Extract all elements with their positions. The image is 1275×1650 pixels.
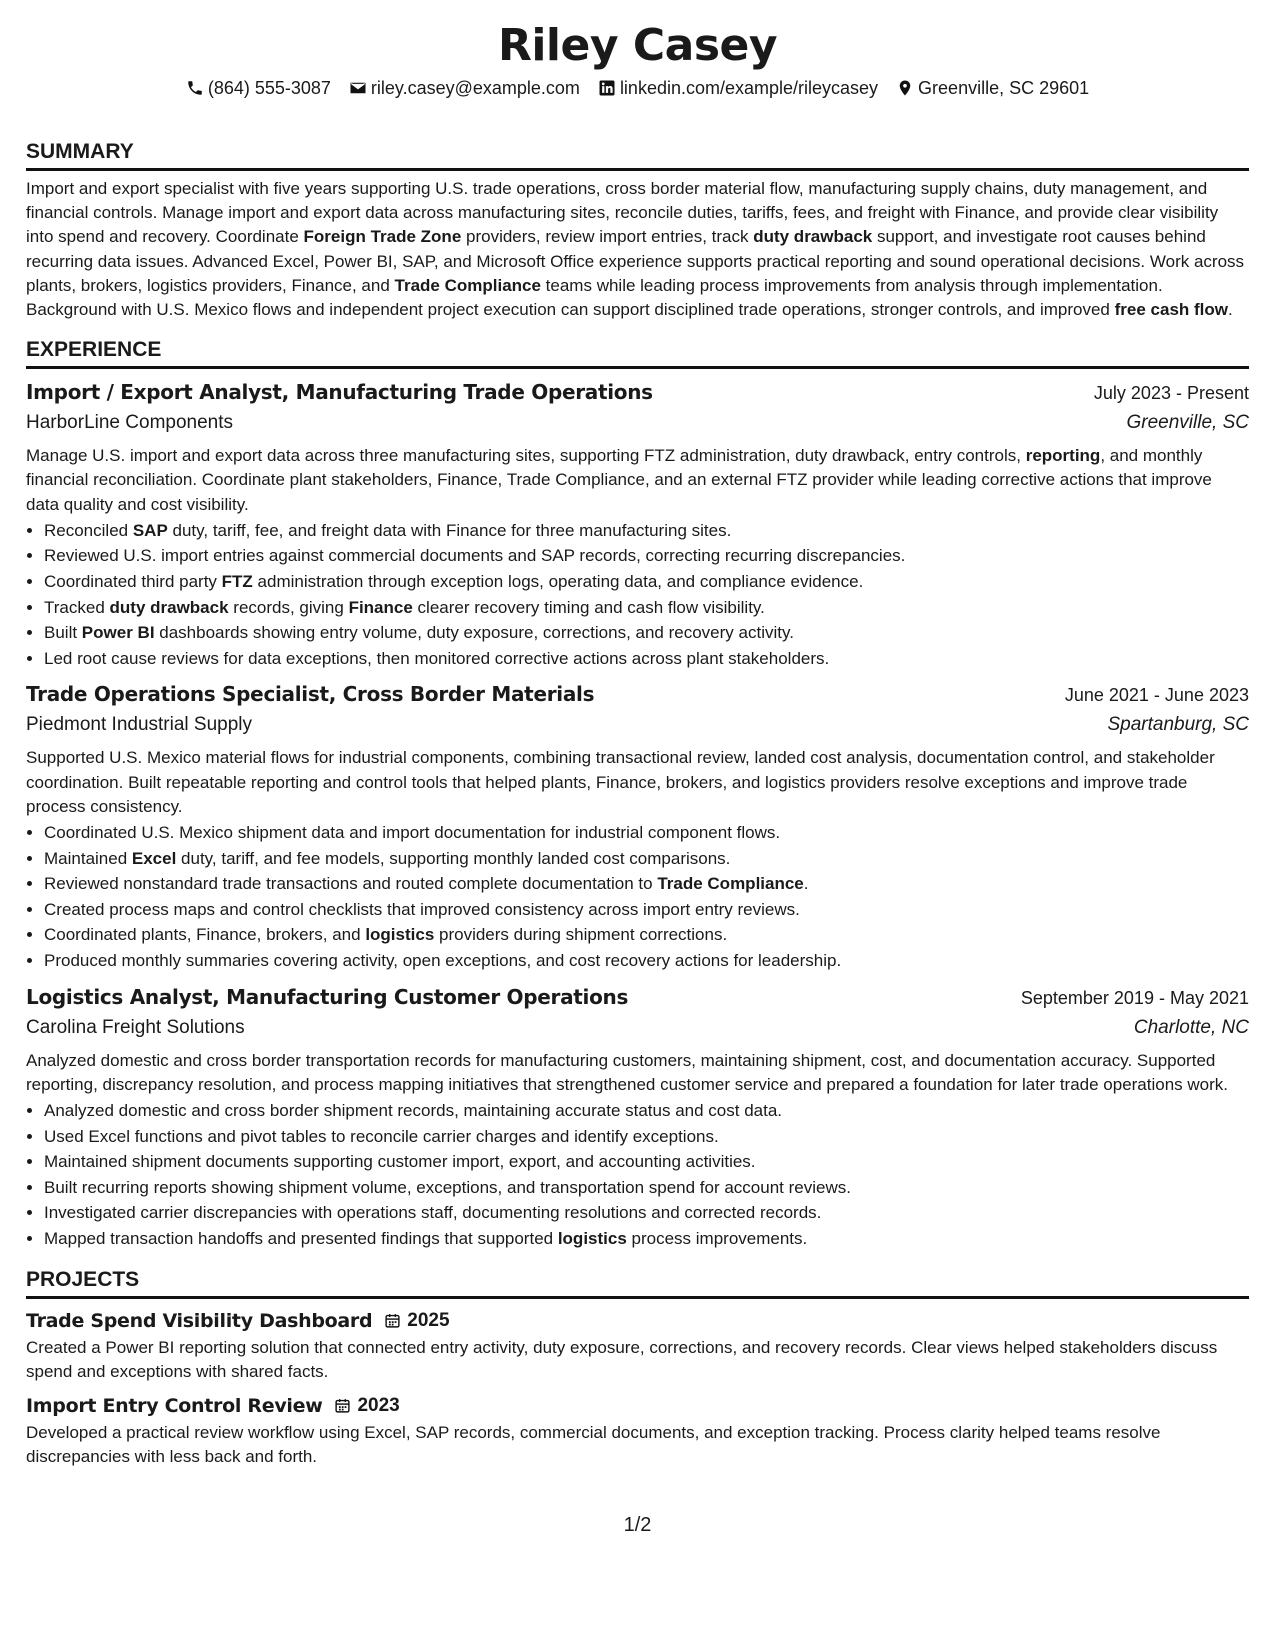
contact-email[interactable]	[349, 74, 580, 102]
project-year-text: 2025	[407, 1309, 450, 1331]
list-item: • Maintained shipment documents supporting customer import, export, and accounting activities.	[44, 1149, 1249, 1175]
summary-text: Import and export specialist with five years supporting U.S. trade operations, cross border material flow, manufacturing supply chains, duty management, and financial controls. Manage import and export data across manufacturing sites, reconcile duties, tariffs, fees, and freight with Finance, and provide clear visibility into spend and recovery. Coordinate Foreign Trade Zone providers, review import entries, track duty drawback support, and investigate root causes behind recurring data issues. Advanced Excel, Power BI, SAP, and Microsoft Office experience supports practical reporting and sound operational decisions. Work across plants, brokers, logistics providers, Finance, and Trade Compliance teams while leading process improvements from analysis through implementation. Background with U.S. Mexico flows and independent project execution can support disciplined trade operations, stronger controls, and improved free cash flow.	[26, 179, 1245, 320]
job-header	[26, 982, 1249, 1013]
calendar-icon	[384, 1312, 401, 1329]
bold-keyword: reporting	[1025, 446, 1101, 466]
project-year-text: 2023	[357, 1394, 400, 1416]
phone-icon	[186, 79, 204, 97]
bold-keyword: logistics	[557, 1228, 627, 1248]
candidate-name: Riley Casey	[497, 20, 778, 71]
job-company: HarborLine Components	[26, 412, 234, 434]
list-item: • Led root cause reviews for data exceptions, then monitored corrective actions across plant stakeholders.	[44, 646, 1249, 672]
bold-keyword: Foreign Trade Zone	[303, 227, 462, 247]
list-item: • Maintained Excel duty, tariff, and fee models, supporting monthly landed cost comparisons.	[44, 846, 1249, 872]
job-company: Piedmont Industrial Supply	[26, 714, 253, 736]
job-subheader	[26, 710, 1249, 740]
bold-keyword: Finance	[348, 597, 413, 617]
list-item: • Reconciled SAP duty, tariff, fee, and freight data with Finance for three manufacturing sites.	[44, 518, 1249, 544]
list-item: • Tracked duty drawback records, giving Finance clearer recovery timing and cash flow visibility.	[44, 595, 1249, 621]
contact-location	[896, 74, 1089, 102]
job-description: Analyzed domestic and cross border transportation records for manufacturing customers, maintaining shipment, cost, and documentation accuracy. Supported reporting, discrepancy resolution, and process mapping initiatives that strengthened customer service and prepared a foundation for later trade operations work.	[26, 1050, 1229, 1094]
job-location: Charlotte, NC	[1133, 1016, 1249, 1038]
list-item: • Reviewed nonstandard trade transactions and routed complete documentation to Trade Compliance.	[44, 871, 1249, 897]
section-title-experience: EXPERIENCE	[26, 336, 1249, 369]
bold-keyword: Trade Compliance	[657, 874, 804, 894]
experience-entry	[26, 982, 1249, 1252]
map-pin-icon	[896, 79, 914, 97]
contact-phone	[186, 74, 331, 102]
experience-entry	[26, 377, 1249, 671]
list-item: • Coordinated U.S. Mexico shipment data and import documentation for industrial component flows.	[44, 820, 1249, 846]
job-dates: June 2021 - June 2023	[1064, 685, 1249, 706]
project-header	[26, 1392, 1249, 1420]
job-bullets	[26, 1098, 1249, 1252]
projects-list	[26, 1307, 1249, 1469]
bold-keyword: SAP	[132, 520, 168, 540]
project-year	[334, 1392, 399, 1420]
job-title: Import / Export Analyst, Manufacturing Trade Operations	[26, 380, 653, 405]
resume-page	[26, 18, 1249, 1469]
list-item: • Investigated carrier discrepancies with operations staff, documenting resolutions and corrected records.	[44, 1200, 1249, 1226]
job-title: Trade Operations Specialist, Cross Border Materials	[26, 682, 595, 707]
project-title: Import Entry Control Review	[26, 1394, 323, 1417]
bold-keyword: duty drawback	[753, 227, 873, 247]
job-dates: September 2019 - May 2021	[1020, 987, 1249, 1008]
job-location: Greenville, SC	[1126, 412, 1249, 434]
linkedin-link[interactable]: linkedin.com/example/rileycasey	[619, 78, 879, 98]
contact-linkedin[interactable]	[598, 74, 878, 102]
linkedin-icon	[598, 79, 616, 97]
bold-keyword: FTZ	[221, 572, 253, 592]
list-item: • Reviewed U.S. import entries against commercial documents and SAP records, correcting recurring discrepancies.	[44, 543, 1249, 569]
project-entry	[26, 1392, 1249, 1469]
bold-keyword: Excel	[131, 848, 177, 868]
section-title-summary: SUMMARY	[26, 138, 1249, 171]
email-link[interactable]: riley.casey@example.com	[370, 78, 580, 98]
bold-keyword: duty drawback	[109, 597, 229, 617]
location-text: Greenville, SC 29601	[918, 78, 1090, 98]
job-bullets	[26, 820, 1249, 974]
project-title: Trade Spend Visibility Dashboard	[26, 1309, 373, 1332]
phone-text: (864) 555-3087	[207, 78, 331, 98]
list-item: • Analyzed domestic and cross border shipment records, maintaining accurate status and cost data.	[44, 1098, 1249, 1124]
bold-keyword: Power BI	[81, 623, 155, 643]
project-description: Developed a practical review workflow using Excel, SAP records, commercial documents, and exception tracking. Process clarity helped teams resolve discrepancies with less back and forth.	[26, 1422, 1161, 1466]
job-bullets	[26, 518, 1249, 672]
project-year	[384, 1307, 449, 1335]
contact-bar	[26, 74, 1249, 102]
list-item: • Produced monthly summaries covering activity, open exceptions, and cost recovery actions for leadership.	[44, 948, 1249, 974]
envelope-icon	[349, 79, 367, 97]
job-description: Manage U.S. import and export data across three manufacturing sites, supporting FTZ administration, duty drawback, entry controls, reporting, and monthly financial reconciliation. Coordinate plant stakeholders, Finance, Trade Compliance, and an external FTZ provider while leading corrective actions that improve data quality and cost visibility.	[26, 446, 1212, 514]
list-item: • Created process maps and control checklists that improved consistency across import entry reviews.	[44, 897, 1249, 923]
project-entry	[26, 1307, 1249, 1384]
job-description: Supported U.S. Mexico material flows for industrial components, combining transactional review, landed cost analysis, documentation control, and stakeholder coordination. Built repeatable reporting and control tools that helped plants, Finance, brokers, and logistics providers resolve exceptions and improve trade process consistency.	[26, 748, 1215, 816]
job-header	[26, 377, 1249, 408]
experience-entry	[26, 679, 1249, 973]
experience-list	[26, 377, 1249, 1251]
section-title-projects: PROJECTS	[26, 1266, 1249, 1299]
job-subheader	[26, 1013, 1249, 1043]
job-location: Spartanburg, SC	[1107, 714, 1249, 736]
project-header	[26, 1307, 1249, 1335]
job-header	[26, 679, 1249, 710]
list-item: • Coordinated third party FTZ administration through exception logs, operating data, and compliance evidence.	[44, 569, 1249, 595]
job-subheader	[26, 408, 1249, 438]
project-description: Created a Power BI reporting solution that connected entry activity, duty exposure, corrections, and recovery records. Clear views helped stakeholders discuss spend and exceptions with shared facts.	[26, 1337, 1218, 1381]
job-company: Carolina Freight Solutions	[26, 1016, 245, 1038]
page-number: 1/2	[623, 1514, 652, 1536]
list-item: • Built Power BI dashboards showing entry volume, duty exposure, corrections, and recovery activity.	[44, 620, 1249, 646]
bold-keyword: free cash flow	[1114, 300, 1228, 320]
job-dates: July 2023 - Present	[1093, 383, 1249, 404]
bold-keyword: logistics	[365, 925, 435, 945]
calendar-icon	[334, 1397, 351, 1414]
list-item: • Coordinated plants, Finance, brokers, and logistics providers during shipment corrections.	[44, 922, 1249, 948]
list-item: • Used Excel functions and pivot tables to reconcile carrier charges and identify exceptions.	[44, 1124, 1249, 1150]
list-item: • Built recurring reports showing shipment volume, exceptions, and transportation spend for account reviews.	[44, 1175, 1249, 1201]
bold-keyword: Trade Compliance	[394, 275, 541, 295]
job-title: Logistics Analyst, Manufacturing Customer Operations	[26, 984, 629, 1009]
list-item: • Mapped transaction handoffs and presented findings that supported logistics process improvements.	[44, 1226, 1249, 1252]
